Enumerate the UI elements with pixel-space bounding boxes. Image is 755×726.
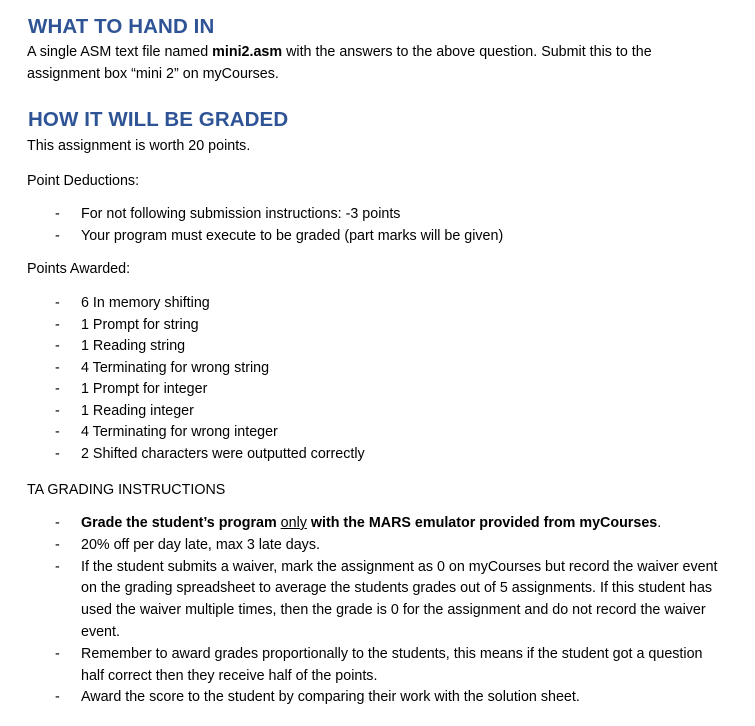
list-item: - For not following submission instructions: -3 points: [55, 206, 401, 222]
list-item: - Remember to award grades proportionally to the students, this means if the student got a question half correct then they receive half of the points.: [55, 645, 703, 684]
deductions-label: Point Deductions:: [27, 173, 140, 189]
list-item: - 4 Terminating for wrong integer: [55, 424, 278, 440]
list-item: - 1 Reading string: [55, 338, 186, 354]
awarded-list: [27, 293, 727, 465]
worth-text: This assignment is worth 20 points.: [27, 138, 251, 154]
list-item: - 1 Prompt for string: [55, 316, 199, 333]
list-item: - 2 Shifted characters were outputted correctly: [55, 445, 365, 462]
list-item: - 4 Terminating for wrong string: [55, 359, 270, 376]
list-item: - If the student submits a waiver, mark the assignment as 0 on myCourses but record the waiver event on the grading spreadsheet to average the students grades out of 5 assignments. If this student has used the waiver multiple times, then the grade is 0 for the assignment and do not record the waiver event.: [55, 558, 718, 640]
hand-in-paragraph: A single ASM text file named mini2.asm with the answers to the above question. Submit this to the assignment box “mini 2” on myCourses.: [27, 44, 652, 82]
list-item: - Grade the student’s program only with the MARS emulator provided from myCourses.: [55, 515, 662, 531]
grading-heading: HOW IT WILL BE GRADED: [28, 108, 289, 131]
list-item: - 1 Prompt for integer: [55, 381, 208, 397]
hand-in-heading: WHAT TO HAND IN: [28, 15, 215, 38]
list-item: - 20% off per day late, max 3 late days.: [55, 536, 320, 553]
list-item: - Your program must execute to be graded (part marks will be given): [55, 227, 504, 244]
awarded-label: Points Awarded:: [27, 261, 131, 277]
ta-label: TA GRADING INSTRUCTIONS: [27, 482, 226, 498]
list-item: - 6 In memory shifting: [55, 295, 210, 311]
list-item: - 1 Reading integer: [55, 402, 194, 419]
deductions-list: [27, 204, 727, 247]
filename: mini2.asm: [212, 44, 283, 60]
ta-list: [27, 513, 719, 709]
list-item: - Award the score to the student by comparing their work with the solution sheet.: [55, 689, 580, 706]
